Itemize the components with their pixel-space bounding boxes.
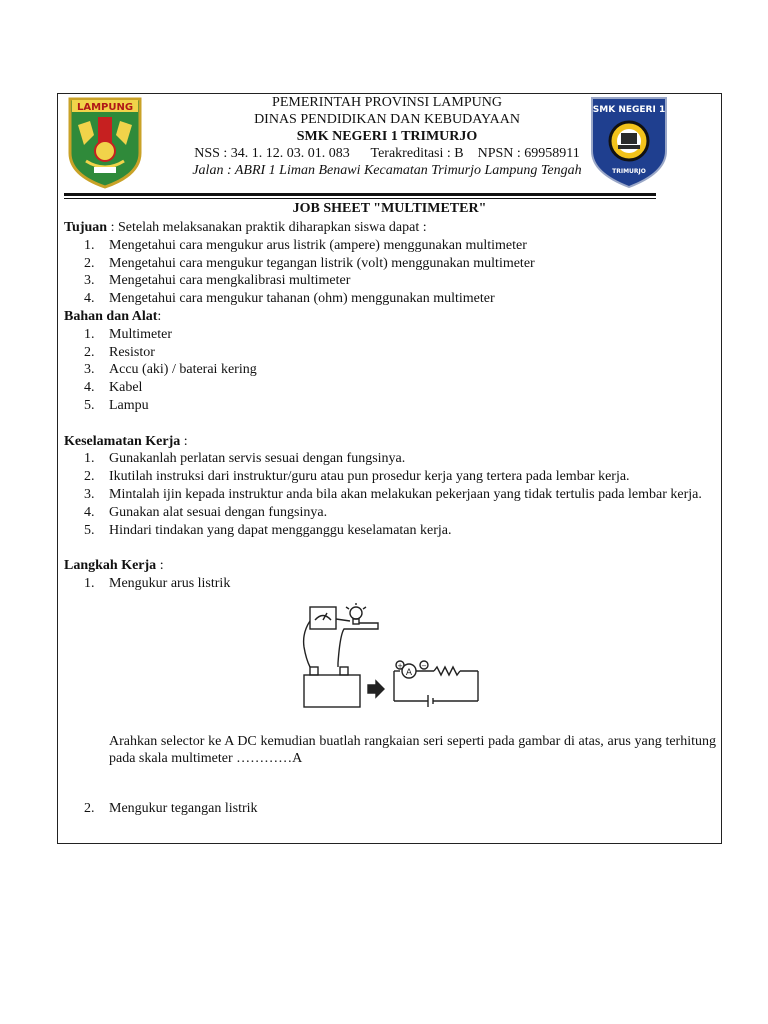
- step-item: 1. Mengukur arus listrik: [84, 575, 231, 591]
- list-item: 2. Ikutilah instruksi dari instruktur/guru atau pun prosedur kerja yang tertera pada lembar kerja.: [84, 469, 630, 485]
- battery-icon: [304, 675, 360, 707]
- school-logo-bottom-text: TRIMURJO: [612, 168, 646, 175]
- list-item: 1. Gunakanlah perlatan servis sesuai dengan fungsinya.: [84, 451, 406, 467]
- school-logo-top-text: SMK NEGERI 1: [592, 105, 666, 115]
- document-body: [64, 219, 716, 818]
- lampung-logo-text: LAMPUNG: [76, 102, 134, 113]
- list-item: 1. Multimeter: [84, 326, 172, 342]
- header-divider-thin: [64, 198, 656, 199]
- list-item: 3. Accu (aki) / baterai kering: [84, 362, 257, 378]
- svg-text:+: +: [397, 661, 403, 670]
- tujuan-label: Tujuan: [64, 220, 108, 235]
- bahan-heading: Bahan dan Alat:: [64, 308, 162, 324]
- document-title: JOB SHEET "MULTIMETER": [292, 201, 487, 216]
- multimeter-icon: [310, 607, 336, 629]
- school-address: Jalan : ABRI 1 Liman Benawi Kecamatan Trimurjo Lampung Tengah: [192, 163, 582, 178]
- list-item: 5. Hindari tindakan yang dapat mengganggu keselamatan kerja.: [84, 522, 452, 538]
- arrow-icon: [368, 681, 384, 697]
- school-ids: NSS : 34. 1. 12. 03. 01. 083 Terakreditasi : B NPSN : 69958911: [194, 146, 580, 161]
- list-item: 3. Mengetahui cara mengkalibrasi multimeter: [84, 273, 351, 289]
- lamp-icon: [350, 607, 362, 619]
- list-item: 5. Lampu: [84, 397, 149, 413]
- svg-text:A: A: [405, 667, 413, 678]
- step-item: 2. Mengukur tegangan listrik: [84, 801, 258, 817]
- keselamatan-heading: Keselamatan Kerja :: [64, 433, 188, 449]
- tujuan-intro: : Setelah melaksanakan praktik diharapkan siswa dapat :: [107, 220, 427, 235]
- list-item: 3. Mintalah ijin kepada instruktur anda bila akan melakukan pekerjaan yang tidak tertulis pada lembar kerja.: [84, 486, 702, 502]
- list-item: 4. Kabel: [84, 380, 143, 396]
- list-item: 4. Mengetahui cara mengukur tahanan (ohm) menggunakan multimeter: [84, 291, 495, 307]
- lampung-emblem-logo: [66, 95, 144, 189]
- province-line: PEMERINTAH PROVINSI LAMPUNG: [272, 95, 502, 110]
- header-divider-thick: [64, 193, 656, 196]
- list-item: 2. Resistor: [84, 344, 155, 360]
- langkah-label: Langkah Kerja: [64, 558, 157, 574]
- list-item: 2. Mengetahui cara mengukur tegangan listrik (volt) menggunakan multimeter: [84, 255, 535, 271]
- langkah-heading: Langkah Kerja :: [64, 558, 164, 574]
- keselamatan-label: Keselamatan Kerja: [64, 433, 181, 449]
- letterhead: [150, 94, 624, 179]
- list-item: 4. Gunakan alat sesuai dengan fungsinya.: [84, 504, 328, 520]
- svg-text:−: −: [421, 661, 427, 670]
- step1-instruction: Arahkan selector ke A DC kemudian buatlah rangkaian seri seperti pada gambar di atas, arus yang terhitung pada skala multimeter …………A: [109, 733, 716, 767]
- current-measurement-circuit-figure: [296, 603, 484, 715]
- bahan-label: Bahan dan Alat: [64, 308, 158, 324]
- list-item: 1. Mengetahui cara mengukur arus listrik (ampere) menggunakan multimeter: [84, 237, 527, 253]
- department-line: DINAS PENDIDIKAN DAN KEBUDAYAAN: [254, 112, 520, 127]
- tujuan-heading: [64, 219, 716, 237]
- school-name: SMK NEGERI 1 TRIMURJO: [296, 129, 478, 144]
- resistor-symbol: [434, 667, 460, 675]
